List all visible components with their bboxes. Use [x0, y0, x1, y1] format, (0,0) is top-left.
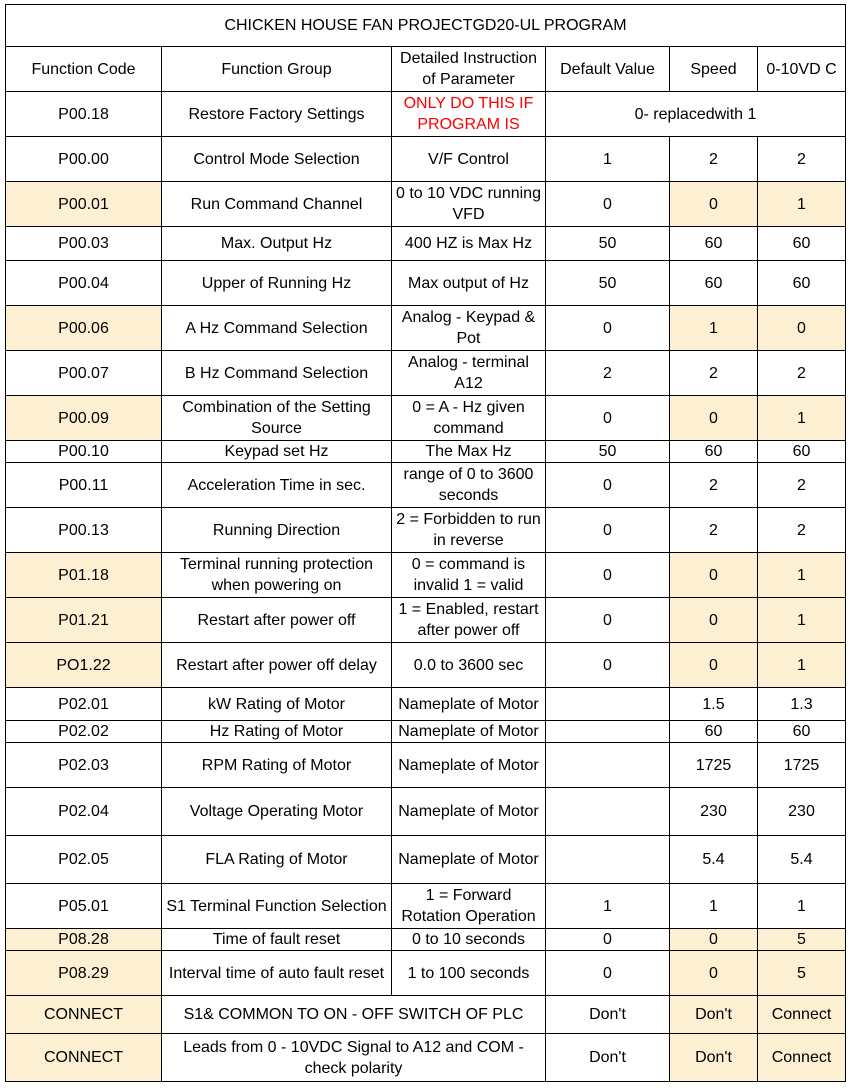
default-value: 0 [546, 463, 670, 508]
function-group: Combination of the Setting Source [162, 396, 392, 441]
parameter-detail: Analog - terminal A12 [392, 351, 546, 396]
title-row [6, 5, 846, 47]
default-value: 50 [546, 227, 670, 261]
speed-value: 0 [670, 396, 758, 441]
parameter-detail: 2 = Forbidden to run in reverse [392, 508, 546, 553]
header-0-10vdc: 0-10VD C [758, 47, 846, 92]
vdc-value: 1 [758, 643, 846, 688]
vdc-value: 60 [758, 721, 846, 743]
function-code: CONNECT [6, 1034, 162, 1082]
default-value [546, 743, 670, 788]
function-group: A Hz Command Selection [162, 306, 392, 351]
function-code: P02.04 [6, 788, 162, 836]
vdc-value: 2 [758, 351, 846, 396]
vdc-value: 2 [758, 508, 846, 553]
speed-value: 0 [670, 182, 758, 227]
speed-value: 1 [670, 306, 758, 351]
function-code: P00.09 [6, 396, 162, 441]
parameter-detail: 0.0 to 3600 sec [392, 643, 546, 688]
function-code: P00.06 [6, 306, 162, 351]
function-group: Restore Factory Settings [162, 92, 392, 137]
header-row [6, 47, 846, 92]
default-value: Don't [546, 1034, 670, 1082]
table-row [6, 306, 846, 351]
parameter-detail: 400 HZ is Max Hz [392, 227, 546, 261]
parameter-detail: Max output of Hz [392, 261, 546, 306]
default-value: 0 [546, 508, 670, 553]
function-code: P01.21 [6, 598, 162, 643]
table-row [6, 598, 846, 643]
speed-value: 1.5 [670, 688, 758, 721]
vdc-value: 1 [758, 182, 846, 227]
connect-instruction: Leads from 0 - 10VDC Signal to A12 and COM - check polarity [162, 1034, 546, 1082]
vdc-value: 1 [758, 884, 846, 929]
table-row [6, 508, 846, 553]
table-row [6, 788, 846, 836]
parameter-detail: Nameplate of Motor [392, 788, 546, 836]
function-group: Interval time of auto fault reset [162, 951, 392, 996]
default-value: 50 [546, 261, 670, 306]
default-value: 0 [546, 929, 670, 951]
parameter-detail: Nameplate of Motor [392, 688, 546, 721]
function-code: P01.18 [6, 553, 162, 598]
function-code: P08.29 [6, 951, 162, 996]
speed-value: 0 [670, 553, 758, 598]
function-group: Running Direction [162, 508, 392, 553]
parameter-table [5, 4, 846, 1082]
sheet-title: CHICKEN HOUSE FAN PROJECTGD20-UL PROGRAM [6, 5, 846, 47]
function-group: Max. Output Hz [162, 227, 392, 261]
function-code: P00.11 [6, 463, 162, 508]
vdc-value: 1.3 [758, 688, 846, 721]
table-row [6, 929, 846, 951]
vdc-value: 5 [758, 929, 846, 951]
vdc-value: Connect [758, 996, 846, 1034]
default-value: 0 [546, 553, 670, 598]
table-row [6, 836, 846, 884]
function-code: PO1.22 [6, 643, 162, 688]
default-value [546, 788, 670, 836]
header-function-code: Function Code [6, 47, 162, 92]
function-group: Hz Rating of Motor [162, 721, 392, 743]
speed-value: 60 [670, 227, 758, 261]
table-row [6, 137, 846, 182]
table-row [6, 92, 846, 137]
vdc-value: 60 [758, 441, 846, 463]
speed-value: 230 [670, 788, 758, 836]
parameter-detail: Nameplate of Motor [392, 721, 546, 743]
speed-value: 60 [670, 441, 758, 463]
default-value [546, 688, 670, 721]
function-group: Voltage Operating Motor [162, 788, 392, 836]
parameter-detail: The Max Hz [392, 441, 546, 463]
function-group: Time of fault reset [162, 929, 392, 951]
function-group: Control Mode Selection [162, 137, 392, 182]
table-row [6, 884, 846, 929]
parameter-detail: 1 to 100 seconds [392, 951, 546, 996]
function-code: P02.03 [6, 743, 162, 788]
function-group: Run Command Channel [162, 182, 392, 227]
vdc-value: Connect [758, 1034, 846, 1082]
table-row [6, 463, 846, 508]
function-group: RPM Rating of Motor [162, 743, 392, 788]
vdc-value: 1 [758, 598, 846, 643]
function-code: P02.05 [6, 836, 162, 884]
vdc-value: 1 [758, 396, 846, 441]
table-row [6, 643, 846, 688]
table-row [6, 396, 846, 441]
default-value: 1 [546, 137, 670, 182]
default-value: 0 [546, 598, 670, 643]
parameter-detail: Analog - Keypad & Pot [392, 306, 546, 351]
speed-value: 5.4 [670, 836, 758, 884]
function-code: P00.10 [6, 441, 162, 463]
parameter-detail: 1 = Enabled, restart after power off [392, 598, 546, 643]
vdc-value: 1 [758, 553, 846, 598]
speed-value: 0 [670, 598, 758, 643]
speed-value: 2 [670, 508, 758, 553]
default-value: 50 [546, 441, 670, 463]
table-row [6, 1034, 846, 1082]
parameter-detail: 0 to 10 VDC running VFD [392, 182, 546, 227]
function-code: P00.04 [6, 261, 162, 306]
speed-value: 1 [670, 884, 758, 929]
parameter-detail: Nameplate of Motor [392, 743, 546, 788]
default-value: 2 [546, 351, 670, 396]
vdc-value: 230 [758, 788, 846, 836]
table-row [6, 227, 846, 261]
speed-value: 1725 [670, 743, 758, 788]
table-row [6, 743, 846, 788]
function-code: P02.01 [6, 688, 162, 721]
header-default-value: Default Value [546, 47, 670, 92]
table-row [6, 261, 846, 306]
parameter-detail-warning: ONLY DO THIS IF PROGRAM IS [392, 92, 546, 137]
default-value: 0 [546, 182, 670, 227]
vdc-value: 5 [758, 951, 846, 996]
parameter-detail: V/F Control [392, 137, 546, 182]
function-code: P02.02 [6, 721, 162, 743]
function-group: Restart after power off delay [162, 643, 392, 688]
default-value: 0 [546, 643, 670, 688]
default-value: 0 [546, 951, 670, 996]
table-row [6, 553, 846, 598]
default-value [546, 721, 670, 743]
function-group: Acceleration Time in sec. [162, 463, 392, 508]
merged-value: 0- replacedwith 1 [546, 92, 846, 137]
speed-value: 0 [670, 643, 758, 688]
function-code: P08.28 [6, 929, 162, 951]
header-speed: Speed [670, 47, 758, 92]
function-code: P00.13 [6, 508, 162, 553]
header-function-group: Function Group [162, 47, 392, 92]
default-value: Don't [546, 996, 670, 1034]
parameter-detail: 1 = Forward Rotation Operation [392, 884, 546, 929]
function-group: FLA Rating of Motor [162, 836, 392, 884]
speed-value: Don't [670, 996, 758, 1034]
vdc-value: 0 [758, 306, 846, 351]
vdc-value: 60 [758, 261, 846, 306]
table-row [6, 721, 846, 743]
function-group: Restart after power off [162, 598, 392, 643]
parameter-detail: range of 0 to 3600 seconds [392, 463, 546, 508]
function-code: P00.07 [6, 351, 162, 396]
table-row [6, 996, 846, 1034]
function-group: Keypad set Hz [162, 441, 392, 463]
vdc-value: 1725 [758, 743, 846, 788]
default-value: 1 [546, 884, 670, 929]
vdc-value: 2 [758, 137, 846, 182]
parameter-detail: Nameplate of Motor [392, 836, 546, 884]
function-code: P05.01 [6, 884, 162, 929]
function-code: P00.01 [6, 182, 162, 227]
function-group: Terminal running protection when powering on [162, 553, 392, 598]
table-row [6, 951, 846, 996]
default-value: 0 [546, 396, 670, 441]
speed-value: 0 [670, 929, 758, 951]
speed-value: Don't [670, 1034, 758, 1082]
default-value [546, 836, 670, 884]
function-group: Upper of Running Hz [162, 261, 392, 306]
table-row [6, 351, 846, 396]
parameter-detail: 0 = A - Hz given command [392, 396, 546, 441]
speed-value: 2 [670, 137, 758, 182]
parameter-detail: 0 to 10 seconds [392, 929, 546, 951]
function-code: CONNECT [6, 996, 162, 1034]
table-row [6, 441, 846, 463]
function-code: P00.03 [6, 227, 162, 261]
function-group: kW Rating of Motor [162, 688, 392, 721]
header-detailed-instruction: Detailed Instruction of Parameter [392, 47, 546, 92]
table-row [6, 182, 846, 227]
function-code: P00.18 [6, 92, 162, 137]
speed-value: 0 [670, 951, 758, 996]
parameter-sheet [5, 4, 846, 1082]
connect-instruction: S1& COMMON TO ON - OFF SWITCH OF PLC [162, 996, 546, 1034]
speed-value: 2 [670, 351, 758, 396]
speed-value: 60 [670, 721, 758, 743]
vdc-value: 2 [758, 463, 846, 508]
speed-value: 60 [670, 261, 758, 306]
function-code: P00.00 [6, 137, 162, 182]
speed-value: 2 [670, 463, 758, 508]
table-row [6, 688, 846, 721]
vdc-value: 5.4 [758, 836, 846, 884]
vdc-value: 60 [758, 227, 846, 261]
function-group: S1 Terminal Function Selection [162, 884, 392, 929]
default-value: 0 [546, 306, 670, 351]
function-group: B Hz Command Selection [162, 351, 392, 396]
parameter-detail: 0 = command is invalid 1 = valid [392, 553, 546, 598]
